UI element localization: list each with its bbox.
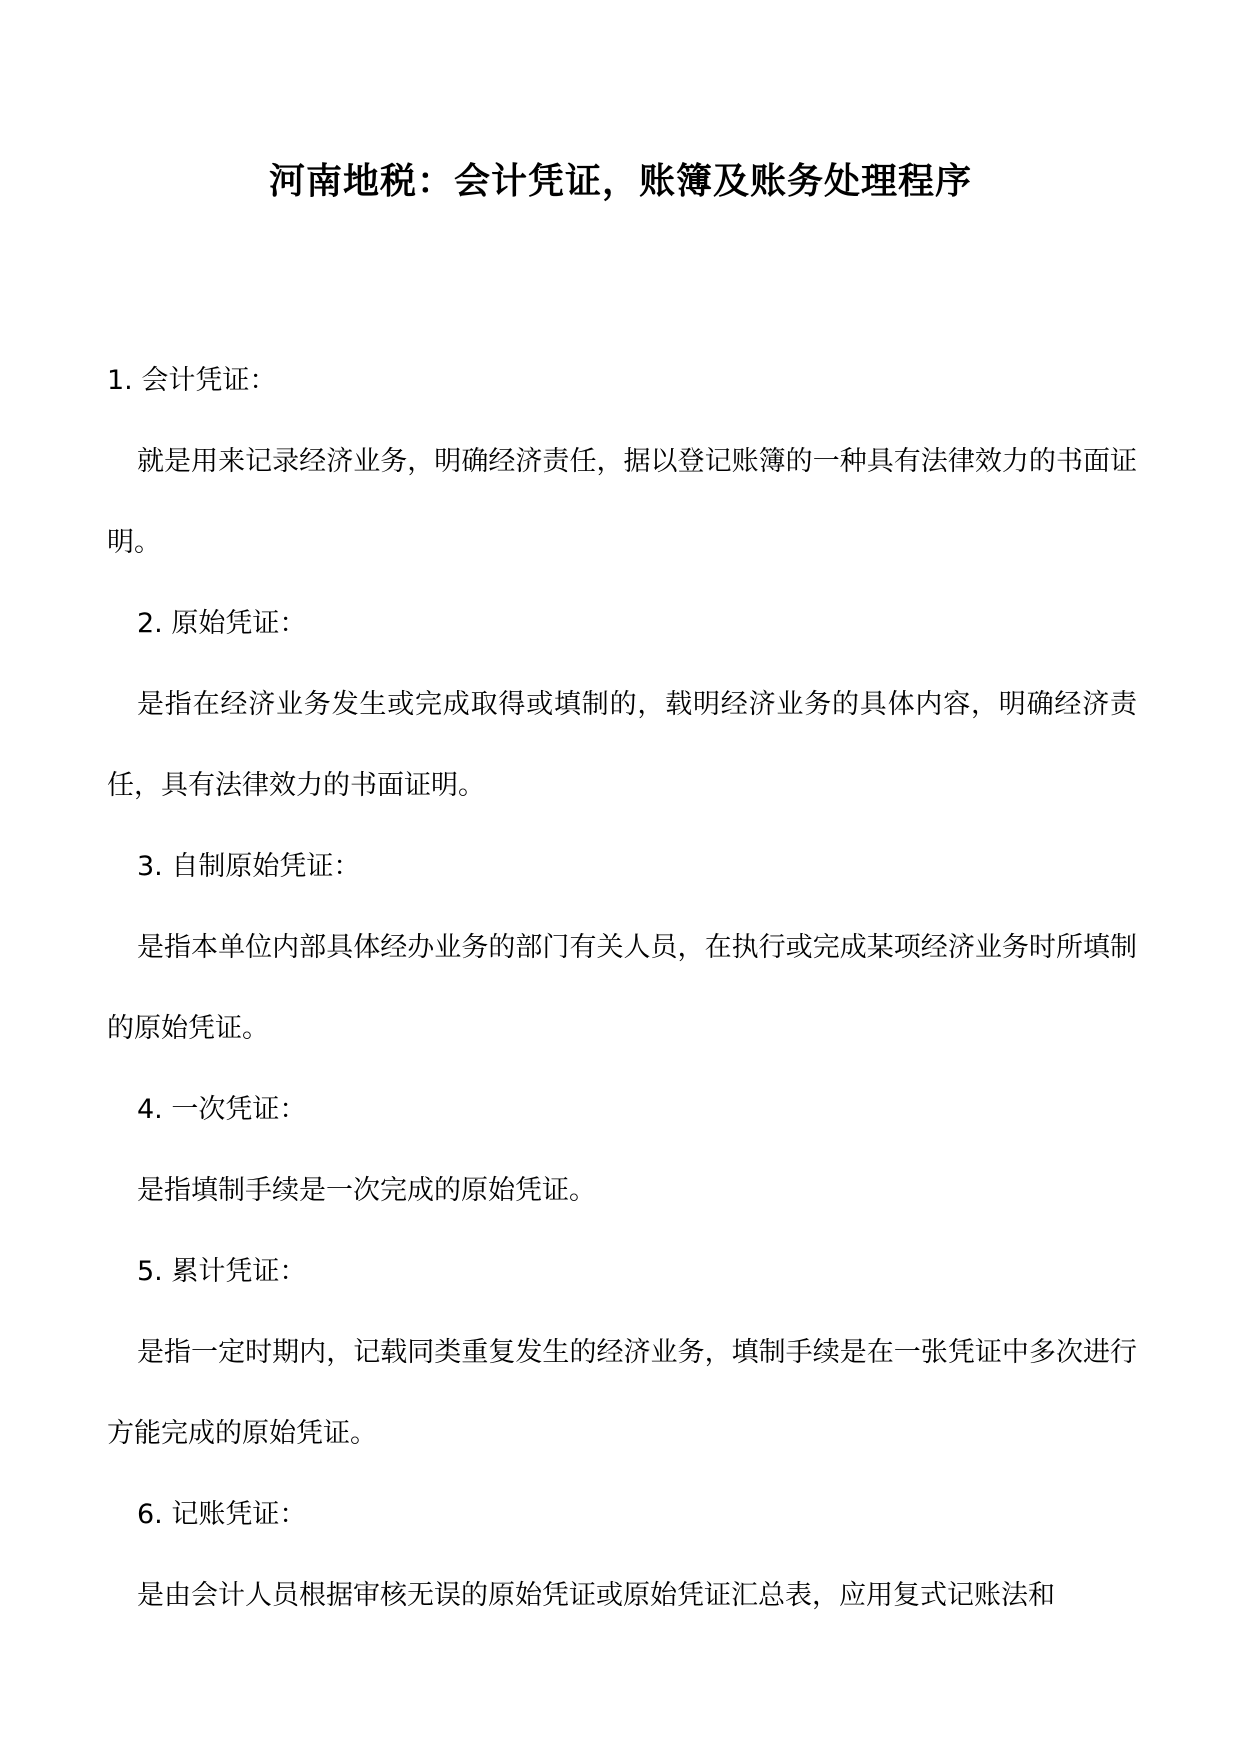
section-heading-1: 1. 会计凭证：: [107, 365, 277, 396]
section-heading-5: 5. 累计凭证：: [137, 1256, 307, 1287]
document-title: 河南地税：会计凭证，账簿及账务处理程序: [268, 161, 972, 202]
section-text-6: 是由会计人员根据审核无误的原始凭证或原始凭证汇总表，应用复式记账法和: [137, 1580, 1055, 1611]
section-text-2: 是指在经济业务发生或完成取得或填制的，载明经济业务的具体内容，明确经济责任，具有法律效力的书面证明。: [107, 689, 1137, 801]
section-heading-6: 6. 记账凭证：: [137, 1499, 307, 1530]
section-heading-4: 4. 一次凭证：: [137, 1094, 307, 1125]
section-heading-3: 3. 自制原始凭证：: [137, 851, 361, 882]
document-body: [107, 340, 1137, 1636]
section-heading-2: 2. 原始凭证：: [137, 608, 307, 639]
section-text-1: 就是用来记录经济业务，明确经济责任，据以登记账簿的一种具有法律效力的书面证明。: [107, 446, 1137, 558]
section-text-3: 是指本单位内部具体经办业务的部门有关人员，在执行或完成某项经济业务时所填制的原始凭证。: [107, 932, 1137, 1044]
section-text-5: 是指一定时期内，记载同类重复发生的经济业务，填制手续是在一张凭证中多次进行方能完成的原始凭证。: [107, 1337, 1137, 1449]
section-text-4: 是指填制手续是一次完成的原始凭证。: [137, 1175, 596, 1206]
